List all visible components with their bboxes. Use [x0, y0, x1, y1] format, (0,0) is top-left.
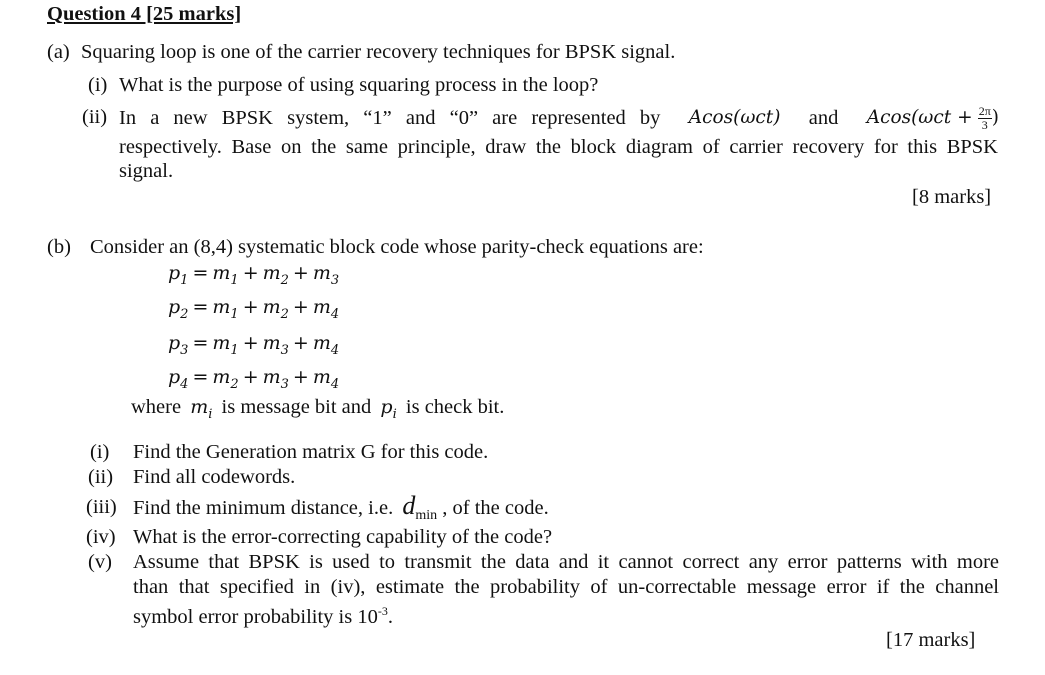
- expr-acos-phase-post: ): [991, 106, 999, 128]
- part-a-intro: Squaring loop is one of the carrier recovery techniques for BPSK signal.: [81, 41, 676, 63]
- part-b-intro: Consider an (8,4) systematic block code whose parity-check equations are:: [90, 236, 704, 258]
- part-b-iii-text: [133, 493, 549, 523]
- eq2-t3: m: [312, 296, 331, 318]
- part-b-iv-label: (iv): [86, 526, 116, 548]
- eq4-lhs: p: [168, 366, 181, 388]
- part-a-ii-line1: [119, 105, 999, 131]
- eq1-t2: m: [262, 262, 281, 284]
- parity-equation-2: $p_2 = m_1 + m_2 + m_4$: [168, 296, 340, 322]
- eq2-lhs: p: [168, 296, 181, 318]
- eq1-t2-sub: 2: [280, 272, 289, 288]
- where-text-3: is check bit.: [405, 396, 505, 418]
- part-b-v-line2: than that specified in (iv), estimate the probability of un-correctable message error if the channel: [133, 576, 999, 598]
- part-a-label: (a): [47, 41, 70, 63]
- part-b-ii-label: (ii): [88, 466, 114, 488]
- question-title: Question 4 [25 marks]: [47, 3, 242, 25]
- part-b-iii-post: , of the code.: [442, 497, 549, 519]
- eq1-lhs-sub: 1: [180, 272, 189, 288]
- eq2-t2-sub: 2: [280, 306, 289, 322]
- part-b-v-line3-pre: symbol error probability is 10: [133, 605, 378, 628]
- eq3-t3-sub: 4: [330, 342, 340, 358]
- d-min-subscript: min: [415, 508, 438, 524]
- part-b-v-label: (v): [88, 551, 112, 573]
- eq3-t1: m: [212, 332, 231, 354]
- eq3-t3: m: [312, 332, 331, 354]
- part-b-v-line3: [133, 605, 393, 627]
- eq1-t3-sub: 3: [330, 272, 340, 288]
- where-p: p: [380, 396, 393, 418]
- part-b-i-text: Find the Generation matrix G for this code.: [133, 441, 489, 463]
- part-b-v-line3-post: .: [387, 605, 393, 628]
- part-a-marks: [8 marks]: [912, 186, 992, 208]
- part-b-i-label: (i): [90, 441, 110, 463]
- where-text-2: is message bit and: [221, 396, 372, 418]
- parity-equation-3: $p_3 = m_1 + m_3 + m_4$: [168, 332, 340, 358]
- and-word: and: [808, 106, 839, 129]
- part-a-ii-pre: In a new BPSK system, “1” and “0” are represented by: [119, 106, 661, 129]
- part-b-v-line1: Assume that BPSK is used to transmit the data and it cannot correct any error patterns with more: [133, 551, 999, 573]
- where-m-sub: i: [208, 407, 213, 423]
- parity-equation-1: $p_1 = m_1 + m_2 + m_3$: [168, 262, 340, 288]
- eq2-t1: m: [212, 296, 231, 318]
- part-a-i-label: (i): [88, 74, 108, 96]
- part-b-iii-pre: Find the minimum distance, i.e.: [133, 497, 394, 519]
- eq4-t2: m: [262, 366, 281, 388]
- eq1-t1-sub: 1: [230, 272, 239, 288]
- part-a-ii-line2: respectively. Base on the same principle, draw the block diagram of carrier recovery for this BPSK: [119, 136, 998, 158]
- eq4-t1: m: [212, 366, 231, 388]
- where-p-sub: i: [392, 407, 397, 423]
- eq1-t1: m: [212, 262, 231, 284]
- part-b-label: (b): [47, 236, 71, 258]
- eq2-t2: m: [262, 296, 281, 318]
- expr-acos-wct: Acos(ωct): [688, 106, 781, 128]
- part-b-marks: [17 marks]: [886, 629, 976, 651]
- part-b-iii-label: (iii): [86, 496, 117, 518]
- exponent-minus-3: -3: [377, 604, 388, 618]
- where-line: [131, 397, 504, 421]
- part-b-iv-text: What is the error-correcting capability of the code?: [133, 526, 553, 548]
- where-m: m: [190, 396, 209, 418]
- eq3-lhs: p: [168, 332, 181, 354]
- eq2-lhs-sub: 2: [180, 306, 189, 322]
- part-a-ii-line3: signal.: [119, 160, 174, 182]
- eq4-t3-sub: 4: [330, 376, 340, 392]
- eq2-t3-sub: 4: [330, 306, 340, 322]
- part-a-ii-label: (ii): [82, 106, 108, 128]
- fraction-2pi-over-3: [978, 105, 992, 131]
- d-min-symbol: d: [402, 491, 416, 520]
- part-a-i-text: What is the purpose of using squaring process in the loop?: [119, 74, 599, 96]
- eq4-t2-sub: 3: [280, 376, 289, 392]
- fraction-denominator: 3: [981, 117, 988, 132]
- expr-acos-phase-pre: Acos(ωct +: [866, 106, 973, 128]
- expr-acos-phase: [867, 105, 999, 131]
- eq3-t2: m: [262, 332, 281, 354]
- eq3-lhs-sub: 3: [180, 342, 189, 358]
- eq3-t2-sub: 3: [280, 342, 289, 358]
- fraction-numerator: 2π: [978, 104, 991, 118]
- eq4-t1-sub: 2: [230, 376, 239, 392]
- where-word: where: [131, 396, 182, 418]
- eq4-lhs-sub: 4: [180, 376, 189, 392]
- eq1-lhs: p: [168, 262, 181, 284]
- eq4-t3: m: [312, 366, 331, 388]
- part-b-ii-text: Find all codewords.: [133, 466, 296, 488]
- parity-equation-4: $p_4 = m_2 + m_3 + m_4$: [168, 366, 340, 392]
- eq3-t1-sub: 1: [230, 342, 239, 358]
- eq2-t1-sub: 1: [230, 306, 239, 322]
- eq1-t3: m: [312, 262, 331, 284]
